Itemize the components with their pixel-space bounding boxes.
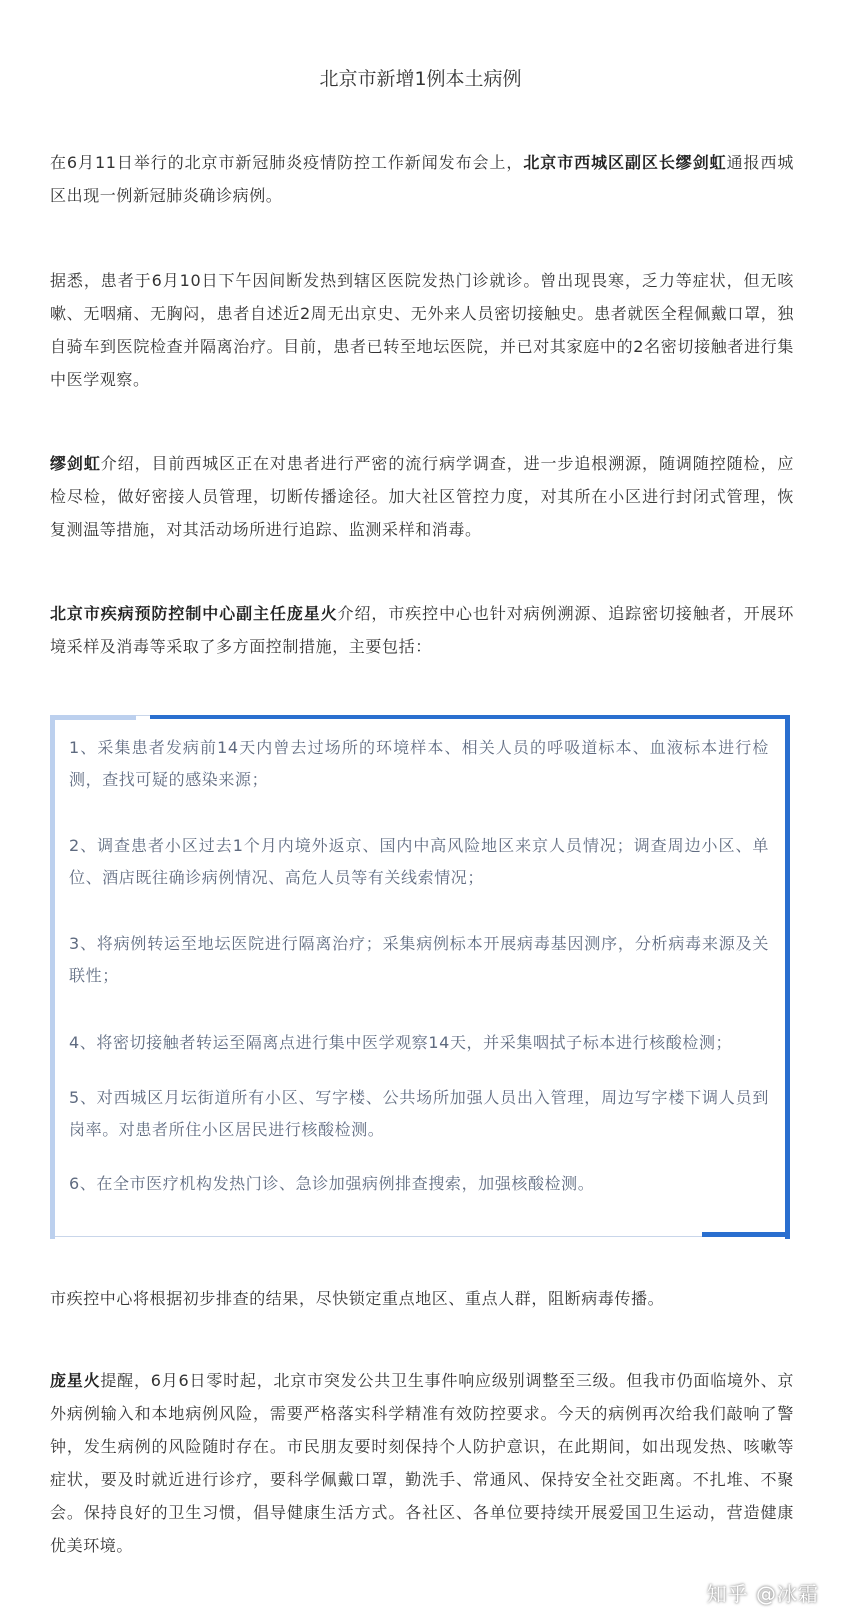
measure-item: 5、对西城区月坛街道所有小区、写字楼、公共场所加强人员出入管理，周边写字楼下调人员到岗率。对患者所住小区居民进行核酸检测。 (69, 1088, 769, 1139)
p1-official-name: 北京市西城区副区长缪剑虹 (523, 153, 727, 172)
box-accent-left (50, 715, 55, 1239)
p4-speaker-name: 北京市疾病预防控制中心副主任庞星火 (50, 604, 338, 623)
p1-text-pre: 在6月11日举行的北京市新冠肺炎疫情防控工作新闻发布会上， (50, 153, 524, 172)
p3-speaker-name: 缪剑虹 (50, 454, 101, 473)
paragraph-cdc-plan: 市疾控中心将根据初步排查的结果，尽快锁定重点地区、重点人群，阻断病毒传播。 (50, 1289, 665, 1308)
measure-item: 2、调查患者小区过去1个月内境外返京、国内中高风险地区来京人员情况；调查周边小区、单位、酒店既往确诊病例情况、高危人员等有关线索情况； (69, 836, 769, 887)
p1-text-post: 通报西城区出现一例新冠肺炎确诊病例。 (50, 153, 794, 205)
paragraph-district-measures (50, 447, 794, 546)
measures-box (50, 715, 790, 1237)
article-title: 北京市新增1例本土病例 (319, 68, 522, 90)
p3-text: 介绍，目前西城区正在对患者进行严密的流行病学调查，进一步追根溯源，随调随控随检，应检尽检，做好密接人员管理，切断传播途径。加大社区管控力度，对其所在小区进行封闭式管理，恢复测温等措施，对其活动场所进行追踪、监测采样和消毒。 (50, 454, 794, 539)
p6-speaker-name: 庞星火 (50, 1371, 101, 1390)
p4-text: 介绍，市疾控中心也针对病例溯源、追踪密切接触者，开展环境采样及消毒等采取了多方面控制措施，主要包括： (50, 604, 794, 656)
zhihu-watermark: 知乎 @冰霜 (706, 1582, 819, 1606)
box-accent-right (785, 715, 790, 1239)
p6-text: 提醒，6月6日零时起，北京市突发公共卫生事件响应级别调整至三级。但我市仍面临境外、京外病例输入和本地病例风险，需要严格落实科学精准有效防控要求。今天的病例再次给我们敲响了警钟，发生病例的风险随时存在。市民朋友要时刻保持个人防护意识，在此期间，如出现发热、咳嗽等症状，要及时就近进行诊疗，要科学佩戴口罩，勤洗手、常通风、保持安全社交距离。不扎堆、不聚会。保持良好的卫生习惯，倡导健康生活方式。各社区、各单位要持续开展爱国卫生运动，营造健康优美环境。 (50, 1371, 794, 1555)
paragraph-reminder (50, 1364, 794, 1562)
paragraph-patient-details: 据悉，患者于6月10日下午因间断发热到辖区医院发热门诊就诊。曾出现畏寒，乏力等症状，但无咳嗽、无咽痛、无胸闷，患者自述近2周无出京史、无外来人员密切接触史。患者就医全程佩戴口罩，独自骑车到医院检查并隔离治疗。目前，患者已转至地坛医院，并已对其家庭中的2名密切接触者进行集中医学观察。 (50, 271, 794, 389)
measure-item: 4、将密切接触者转运至隔离点进行集中医学观察14天，并采集咽拭子标本进行核酸检测； (69, 1033, 733, 1052)
box-accent-top-light (50, 715, 136, 720)
paragraph-announcement (50, 146, 794, 212)
paragraph-cdc-intro (50, 597, 794, 663)
box-accent-bottom (702, 1232, 790, 1237)
box-accent-top (150, 715, 790, 719)
measure-item: 3、将病例转运至地坛医院进行隔离治疗；采集病例标本开展病毒基因测序，分析病毒来源及关联性； (69, 934, 769, 985)
measure-item: 6、在全市医疗机构发热门诊、急诊加强病例排查搜索，加强核酸检测。 (69, 1174, 595, 1193)
measure-item: 1、采集患者发病前14天内曾去过场所的环境样本、相关人员的呼吸道标本、血液标本进行检测，查找可疑的感染来源； (69, 738, 769, 789)
